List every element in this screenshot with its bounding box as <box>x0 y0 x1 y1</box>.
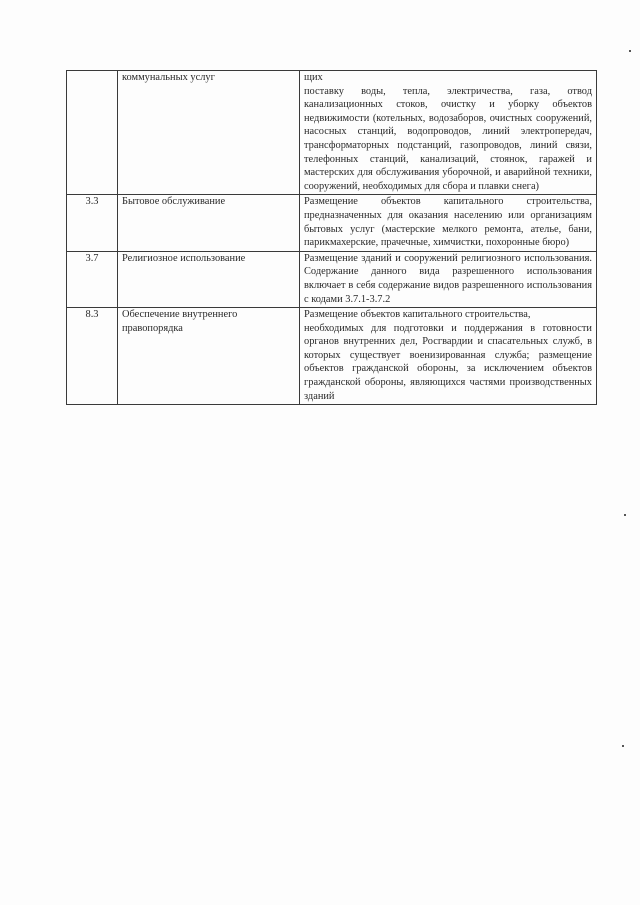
row-name: коммунальных услуг <box>118 71 300 195</box>
table-row <box>67 251 597 307</box>
scan-speck <box>624 514 626 516</box>
table-row <box>67 71 597 195</box>
scan-speck <box>622 745 624 747</box>
row-description <box>300 195 597 251</box>
description-paragraph: необходимых для подготовки и поддержания в готовности органов внутренних дел, Росгвардии и спасательных служб, в которых существует военизированная служба; размещение объектов гражданской обороны, за исключением объектов гражданской обороны, являющихся частями производственных зданий <box>304 322 592 402</box>
row-description <box>300 71 597 195</box>
row-description <box>300 251 597 307</box>
row-code: 8.3 <box>67 308 118 405</box>
table-body <box>67 71 597 405</box>
table-row <box>67 195 597 251</box>
row-code: 3.7 <box>67 251 118 307</box>
description-paragraph: щих <box>304 72 323 83</box>
row-code <box>67 71 118 195</box>
description-paragraph: поставку воды, тепла, электричества, газа, отвод канализационных стоков, очистку и уборку объектов недвижимости (котельных, водозаборов, очистных сооружений, насосных станций, водопроводов, линий электропередач, трансформаторных подстанций, газопроводов, линий связи, телефонных станций, канализаций, стоянок, гаражей и мастерских для обслуживания уборочной, и аварийной техники, сооружений, необходимых для сбора и плавки снега) <box>304 85 592 192</box>
scan-speck <box>629 50 631 52</box>
row-description <box>300 308 597 405</box>
row-name: Бытовое обслуживание <box>118 195 300 251</box>
description-paragraph: Размещение объектов капитального строительства, предназначенных для оказания населению или организациям бытовых услуг (мастерские мелкого ремонта, ателье, бани, парикмахерские, прачечные, химчистки, похоронные бюро) <box>304 196 592 249</box>
row-name: Обеспечение внутреннего правопорядка <box>118 308 300 405</box>
row-code: 3.3 <box>67 195 118 251</box>
description-paragraph: Размещение объектов капитального строительства, <box>304 309 531 321</box>
description-paragraph: Размещение зданий и сооружений религиозного использования. Содержание данного вида разрешенного использования включает в себя содержание видов разрешенного использования с кодами 3.7.1-3.7.2 <box>304 252 592 305</box>
table-row <box>67 308 597 405</box>
row-name: Религиозное использование <box>118 251 300 307</box>
land-use-table <box>66 70 597 405</box>
